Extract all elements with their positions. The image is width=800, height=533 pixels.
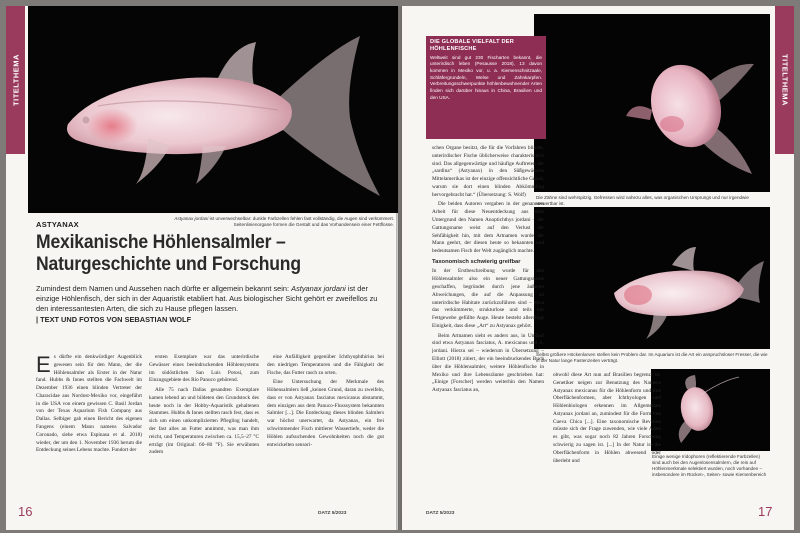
paragraph: ersten Exemplare war das unterirdische Gewässer eines beeindruckenden Höhlensystems im südöstlichen San Luis Potosí, zum Einzugsgebiete des Río Panuco gehörend. <box>149 354 259 384</box>
hero-caption-text: ist unverwechselbar: dunkle Farbzellen fehlen fast vollständig, die Augen sind verkümmert. Seitenlinienorgane formen die Gestalt und das Vorhandensein einer Fettflosse. <box>208 216 394 227</box>
section-tab-label: TITELTHEMA <box>780 54 789 106</box>
hero-caption-species: Astyanax jordani <box>174 216 209 221</box>
cavefish-illustration <box>28 6 398 213</box>
paragraph: In der Erstbeschreibung wurde für den Höhlensalmler also ein neuer Gattungsname geschaffen, begründet durch jene äußeren Abweichungen, die auf die Anpassung an unterirdische Habitate zurückzuführen sind – etwa das verkümmerte, strukturlose und teils mit Fettgewebe gefüllte Auge. Heute besteht allerdings Einigkeit, dass diese „Art“ zu Astyanax gehört. <box>432 268 544 329</box>
paragraph: eine Anfälligkeit gegenüber Ichthyophthirius bei den niedrigen Temperaturen und die Fähigkeit der Fische, das Futter rasch zu orten. <box>267 354 384 376</box>
photo-caption-2: Selbst größere Höckenlarven stellen kein Problem dar. Im Aquarium ist die Art ein anspruchsloser Fresser, die wie in der Natur lange Fastenzeiten verträgt. <box>536 352 768 364</box>
photo-cavefish-closeup <box>651 369 770 451</box>
photo-caption-1: Die Zähne sind wehrspitzig. Gefressen wird nahezu alles, was organischen Ursprungs und nur irgendwie verwertbar ist. <box>536 195 749 207</box>
page-number-right: 17 <box>758 504 773 519</box>
lead-text-2: ist der einzige Höhlenfisch, der sich in der Aquaristik etabliert hat. Aus biologischer Sicht gehört er zweifellos zu den interessantesten Arten, die sich zu Hause pflegen lassen. <box>36 284 378 314</box>
left-page <box>6 6 398 530</box>
folio-right: DATZ 5/2023 <box>426 511 455 516</box>
section-tab-left <box>6 6 25 154</box>
page-number-left: 16 <box>18 504 33 519</box>
lead-species: Astyanax jordani <box>291 284 346 293</box>
section-tab-right <box>775 6 794 154</box>
body-column-1 <box>36 354 142 514</box>
photo-cavefish-feeding <box>534 14 770 192</box>
article-headline: Mexikanische Höhlensalmler – Naturgeschichte und Forschung <box>36 231 301 275</box>
paragraph: obwohl diese Art nun auf Brasilien begrenzt ist. Genetiker neigen zur Benutzung des Namens Astyanax mexicanus für die Höhlenform und ihre Oberflächenformen, aber Ichthyologen und Höhlenbiologen erkennen im Allgemeinen Astyanax jordani an, zumindest für die Form von Cueva Chica [...]. Eine taxonomische Revision müsste sich der Frage zuwenden, wie viele Arten es gibt, was sogar noch 82 Jahren Forschung schwierig zu sagen ist. [...] In der Natur ist die Oberflächenform in Höhlen abwesend oder überlebt und <box>553 372 661 464</box>
paragraph: Beim Artnamen sieht es anders aus, in Umlauf sind etwa Astyanax fasciatus, A. mexicanus und A. jordani. Hierzu sei – wiederum in Übersetzung – Elliott (2018) zitiert, der ein beeindruckendes Buch über die Höhlensalmler, weitere Höhlenfische in Mexiko und ihre Lebensräume geschrieben hat: „Einige [Forscher] werden weiterhin den Namen Astyanax fasciatus an, <box>432 332 544 394</box>
body-column-5 <box>553 372 661 517</box>
body-column-2 <box>149 354 259 514</box>
hero-caption <box>146 216 394 228</box>
lead-text-1: Zumindest dem Namen und Aussehen nach dürfte er allgemein bekannt sein: <box>36 284 292 293</box>
right-page <box>402 6 794 530</box>
infobox-body: Weltweit sind gut 230 Fischarten bekannt, die unterirdisch leben (Pesausse 2018), 13 davon kommen in Mexiko vor, u. a. Kiemenschnitzaale, Schläfergrundeln, Welse und Zahnkarpfen. Verbreitungsschwerpunkte höhlenbewohnender Arten finden sich darüber hinaus in China, Brasilien und den USA. <box>430 54 542 100</box>
paragraph: Die beiden Autoren vergaben in der genannten Arbeit für diese Neuentdeckung aus dem Untergrund den Namen Anoptichthys jordani – der Gattungsname weist auf den Verlust der Sehfähigkeit hin, mit dem Artnamen wurde der Mann geehrt, der diesen heute so bekannten und bedeutsamen Fisch der Welt zugänglich machte. <box>432 201 544 255</box>
cavefish-side-illustration <box>534 207 770 349</box>
section-tab-label: TITELTHEMA <box>11 54 20 106</box>
infobox-title: DIE GLOBALE VIELFALT DER HÖHLENFISCHE <box>430 39 514 53</box>
hero-photo-cavefish <box>28 6 398 213</box>
paragraph: Eine Untersuchung der Merkmale des Höhensalmlers ließ „keinen Grund, daran zu zweifeln, dass er von Astyanax fasciatus mexicanus abstammt, dem einzigen aus dem Panuco-Flusssystem bekannten Salmler [...]. Die Entdeckung dieses blinden Salmlers war höchst unerwartet, da Astyanax, ein frei schwimmender Fisch mittlerer Wassertiefe, weder die Höhlen aufsuchenden Gewohnheiten noch die gut entwickelten sensori- <box>267 379 384 448</box>
article-kicker: ASTYANAX <box>36 220 79 229</box>
photo-caption-3: Einige wenige Iridophoren (reflektierende Farbzellen) sind auch bei den Augenlosensalmlern, die rein auf Höhlenmerkmale selektiert wurden, noch vorhanden – insbesondere im Rücken-, Seiten- sowie Kiemenbereich <box>652 454 767 478</box>
drop-cap: E <box>36 354 51 377</box>
cavefish-closeup-illustration <box>651 369 770 451</box>
article-lead <box>36 284 391 325</box>
paragraph: Alle 75 nach Dallas gesandten Exemplare kamen lebend an und bildeten den Grundstock des heute noch in der Hobby-Aquaristik gehaltenen Stammes. Hubbs & Innes stellten rasch fest, dass es sich um einen unkomplizierten Pflegling handelt, der fast alles an Futter annimmt, was man ihm reicht, und Temperaturen zwischen ca. 15,5–27 °C erträgt (im Original: 60–80 °F). Sie erwähnten zudem <box>149 387 259 456</box>
body-column-1-text: s dürfte ein denkwürdiger Augenblick gewesen sein für den Mann, der die Höhlensalmler als Erster in der Natur fand. Hubbs & Innes stellten die Fachwelt im Dezember 1936 einen blinden Vertreter der Characidae aus Nordost-Mexiko vor, eingeführt in die USA von einem gewissen C. Basil Jordan von der Texas Aquarium Fish Company aus Dallas. Selbiger gab einen Bericht des eigenen Fangens (einem Mann namens Salvador Coronado, siehe etwa Espinasa et al. 2018) wieder, der um den 1. November 1936 herum die Entdeckung seines Lebens machte. Fundort der <box>36 354 142 454</box>
body-column-4 <box>432 145 544 515</box>
subheading-taxonomy: Taxonomisch schwierig greifbar <box>432 258 521 265</box>
paragraph: schen Organe besitzt, die für die Vorfahren blinder, unterirdischer Fische üblicherweise charakteristisch sind. Das allgegenwärtige und häufige Auftreten der „sardina“ (Astyanax) in den Süßgewässern Mittelamerikas ist der einzige offensichtliche Grund, warum sie dort einen blinden Abkömmling hervorgebracht hat.“ (Übersetzung: S. Wolf) <box>432 145 544 198</box>
body-column-3 <box>267 354 384 514</box>
article-credit: | TEXT UND FOTOS VON SEBASTIAN WOLF <box>36 314 192 324</box>
infobox-global-diversity <box>426 36 546 139</box>
photo-cavefish-side <box>534 207 770 349</box>
cavefish-front-illustration <box>534 14 770 192</box>
folio-left: DATZ 5/2023 <box>318 511 347 516</box>
